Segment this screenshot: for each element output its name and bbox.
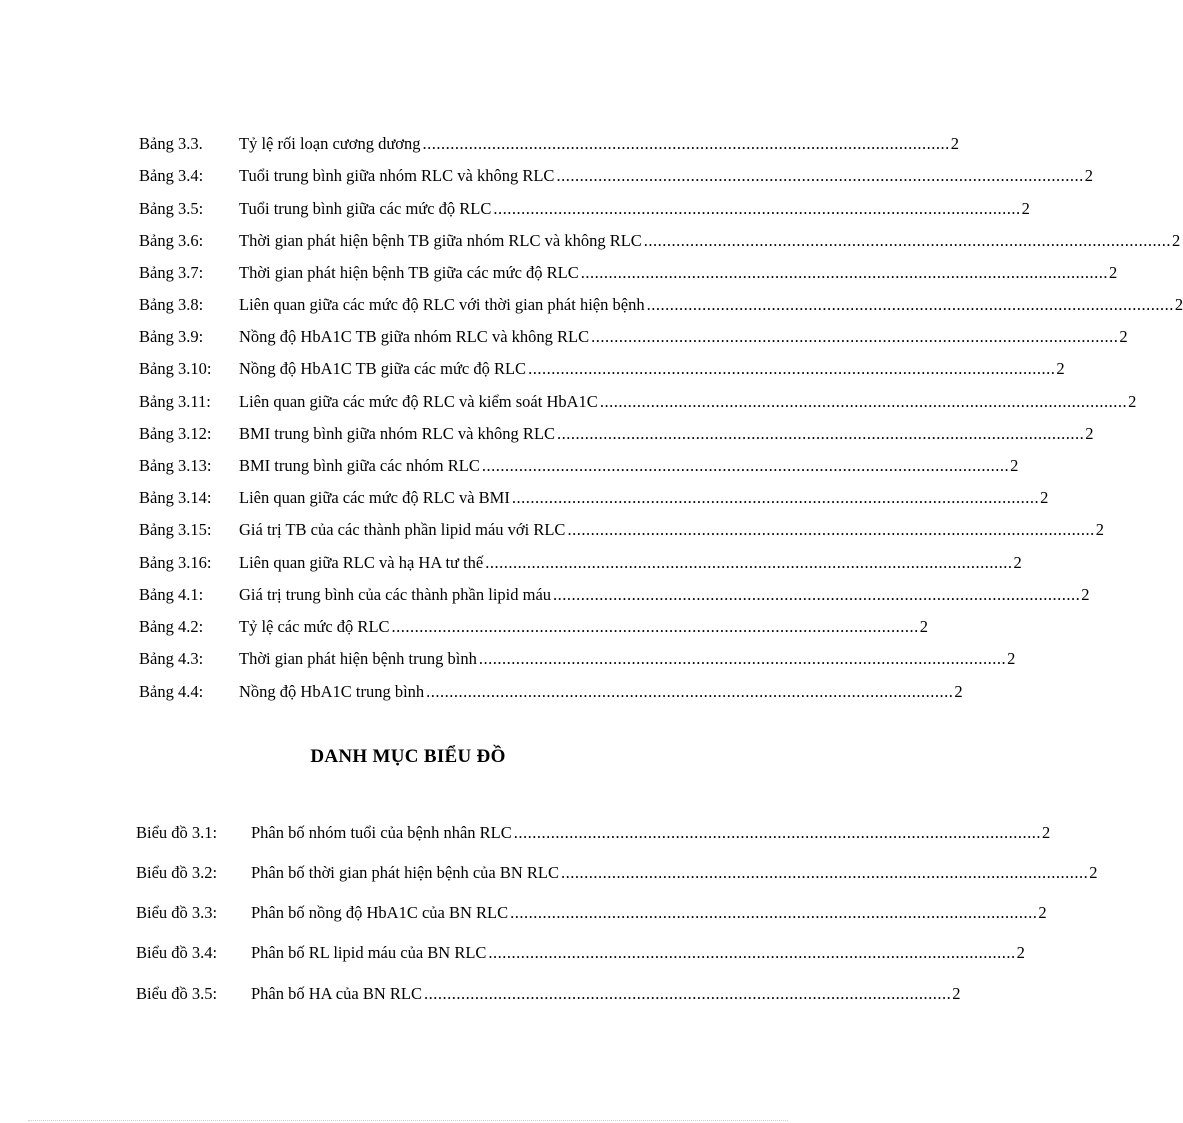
toc-entry-title: Phân bố RL lipid máu của BN RLC bbox=[251, 943, 487, 962]
toc-entry-page: 2 bbox=[1021, 199, 1030, 218]
toc-entry-title: Liên quan giữa các mức độ RLC với thời gian phát hiện bệnh bbox=[239, 295, 645, 314]
toc-entry-page: 2 bbox=[1085, 424, 1094, 443]
dot-leader: .................................................................................................................. bbox=[513, 823, 1042, 842]
toc-entry-label: Bảng 4.2: bbox=[139, 617, 204, 636]
toc-entry-title: Nồng độ HbA1C TB giữa các mức độ RLC bbox=[239, 359, 527, 378]
toc-entry[interactable] bbox=[136, 862, 1098, 884]
toc-entry-page: 2 bbox=[1040, 488, 1049, 507]
toc-entry-label: Bảng 3.11: bbox=[139, 392, 211, 411]
page-edge-divider bbox=[28, 1120, 788, 1121]
toc-entry-page: 2 bbox=[1172, 231, 1181, 250]
dot-leader: .................................................................................................................. bbox=[560, 863, 1089, 882]
dot-leader: .................................................................................................................. bbox=[426, 682, 954, 701]
dot-leader: .................................................................................................................. bbox=[528, 359, 1056, 378]
toc-entry-page: 2 bbox=[1016, 943, 1025, 962]
toc-entry[interactable] bbox=[136, 942, 1025, 964]
toc-entry-title: Nồng độ HbA1C TB giữa nhóm RLC và không RLC bbox=[239, 327, 590, 346]
toc-entry-page: 2 bbox=[1084, 166, 1093, 185]
toc-entry[interactable] bbox=[139, 294, 1183, 316]
toc-entry[interactable] bbox=[139, 326, 1128, 348]
toc-entry-label: Bảng 3.15: bbox=[139, 520, 212, 539]
toc-entry-page: 2 bbox=[1119, 327, 1128, 346]
toc-entry-page: 2 bbox=[1038, 903, 1047, 922]
toc-entry-title: BMI trung bình giữa các nhóm RLC bbox=[239, 456, 480, 475]
toc-entry-label: Bảng 3.16: bbox=[139, 553, 212, 572]
toc-entry-page: 2 bbox=[1174, 295, 1183, 314]
toc-entry-page: 2 bbox=[919, 617, 929, 636]
dot-leader: .................................................................................................................. bbox=[643, 231, 1172, 250]
dot-leader: .................................................................................................................. bbox=[511, 488, 1040, 507]
toc-entry[interactable] bbox=[139, 584, 1090, 606]
toc-entry-title: Phân bố nồng độ HbA1C của BN RLC bbox=[251, 903, 509, 922]
toc-entry-label: Biểu đồ 3.2: bbox=[136, 863, 218, 882]
toc-entry-page: 2 bbox=[1108, 263, 1118, 282]
toc-entry[interactable] bbox=[139, 455, 1019, 477]
toc-entry[interactable] bbox=[139, 616, 929, 638]
toc-entry-label: Biểu đồ 3.5: bbox=[136, 984, 218, 1003]
toc-entry-title: Phân bố thời gian phát hiện bệnh của BN RLC bbox=[251, 863, 559, 882]
toc-entry-page: 2 bbox=[1128, 392, 1137, 411]
toc-entry-title: Nồng độ HbA1C trung bình bbox=[239, 682, 425, 701]
dot-leader: .................................................................................................................. bbox=[423, 984, 952, 1003]
toc-entry-label: Bảng 3.10: bbox=[139, 359, 212, 378]
dot-leader: .................................................................................................................. bbox=[510, 903, 1038, 922]
dot-leader: .................................................................................................................. bbox=[567, 520, 1095, 539]
toc-entry[interactable] bbox=[139, 552, 1022, 574]
toc-entry[interactable] bbox=[139, 519, 1104, 541]
toc-entry-page: 2 bbox=[952, 984, 961, 1003]
toc-entry-title: BMI trung bình giữa nhóm RLC và không RLC bbox=[239, 424, 556, 443]
toc-entry[interactable] bbox=[136, 902, 1047, 924]
toc-entry[interactable] bbox=[139, 198, 1030, 220]
toc-entry-page: 2 bbox=[1042, 823, 1051, 842]
charts-list-heading: DANH MỤC BIỂU ĐỒ bbox=[310, 746, 506, 767]
toc-entry-label: Bảng 3.4: bbox=[139, 166, 204, 185]
toc-entry[interactable] bbox=[139, 648, 1016, 670]
toc-entry-title: Phân bố nhóm tuổi của bệnh nhân RLC bbox=[251, 823, 512, 842]
toc-entry-title: Phân bố HA của BN RLC bbox=[251, 984, 422, 1003]
toc-entry[interactable] bbox=[136, 822, 1051, 844]
toc-entry-title: Liên quan giữa các mức độ RLC và kiểm soát HbA1C bbox=[239, 392, 598, 411]
toc-entry[interactable] bbox=[139, 230, 1181, 252]
toc-entry-page: 2 bbox=[950, 134, 960, 153]
dot-leader: .................................................................................................................. bbox=[478, 649, 1007, 668]
dot-leader: .................................................................................................................. bbox=[485, 553, 1013, 572]
dot-leader: .................................................................................................................. bbox=[646, 295, 1174, 314]
toc-entry-label: Bảng 3.6: bbox=[139, 231, 204, 250]
toc-entry-label: Bảng 3.5: bbox=[139, 199, 204, 218]
toc-entry-label: Bảng 4.3: bbox=[139, 649, 204, 668]
dot-leader: .................................................................................................................. bbox=[599, 392, 1128, 411]
dot-leader: .................................................................................................................. bbox=[556, 166, 1084, 185]
toc-entry-title: Tuổi trung bình giữa các mức độ RLC bbox=[239, 199, 492, 218]
dot-leader: .................................................................................................................. bbox=[493, 199, 1021, 218]
toc-entry-title: Tuổi trung bình giữa nhóm RLC và không RLC bbox=[239, 166, 555, 185]
toc-entry-title: Thời gian phát hiện bệnh TB giữa các mức độ RLC bbox=[239, 263, 579, 282]
toc-entry-label: Bảng 3.14: bbox=[139, 488, 212, 507]
toc-entry-label: Bảng 4.1: bbox=[139, 585, 204, 604]
dot-leader: .................................................................................................................. bbox=[422, 134, 950, 153]
toc-entry[interactable] bbox=[139, 487, 1049, 509]
toc-entry-title: Liên quan giữa các mức độ RLC và BMI bbox=[239, 488, 510, 507]
dot-leader: .................................................................................................................. bbox=[557, 424, 1085, 443]
toc-entry-page: 2 bbox=[1095, 520, 1104, 539]
toc-entry[interactable] bbox=[139, 423, 1094, 445]
toc-entry-title: Thời gian phát hiện bệnh TB giữa nhóm RLC và không RLC bbox=[239, 231, 642, 250]
toc-entry[interactable] bbox=[139, 391, 1137, 413]
toc-entry-title: Giá trị trung bình của các thành phần lipid máu bbox=[239, 585, 552, 604]
toc-entry-page: 2 bbox=[1089, 863, 1098, 882]
toc-entry-label: Bảng 3.12: bbox=[139, 424, 212, 443]
toc-entry-page: 2 bbox=[954, 682, 963, 701]
toc-entry-page: 2 bbox=[1081, 585, 1090, 604]
dot-leader: .................................................................................................................. bbox=[481, 456, 1010, 475]
toc-entry-label: Bảng 3.8: bbox=[139, 295, 204, 314]
toc-entry[interactable] bbox=[139, 681, 963, 703]
toc-entry-label: Biểu đồ 3.1: bbox=[136, 823, 218, 842]
toc-entry-page: 2 bbox=[1007, 649, 1016, 668]
toc-entry-label: Biểu đồ 3.3: bbox=[136, 903, 218, 922]
toc-entry-title: Liên quan giữa RLC và hạ HA tư thế bbox=[239, 553, 484, 572]
toc-entry-label: Bảng 4.4: bbox=[139, 682, 204, 701]
dot-leader: .................................................................................................................. bbox=[553, 585, 1081, 604]
toc-entry-title: Tỷ lệ các mức độ RLC bbox=[239, 617, 390, 636]
dot-leader: .................................................................................................................. bbox=[488, 943, 1016, 962]
toc-entry-title: Giá trị TB của các thành phần lipid máu với RLC bbox=[239, 520, 566, 539]
toc-entry[interactable] bbox=[139, 262, 1118, 284]
toc-entry-label: Bảng 3.7: bbox=[139, 263, 204, 282]
toc-entry[interactable] bbox=[139, 165, 1093, 187]
toc-entry-label: Biểu đồ 3.4: bbox=[136, 943, 218, 962]
toc-entry-page: 2 bbox=[1013, 553, 1022, 572]
toc-entry-page: 2 bbox=[1010, 456, 1019, 475]
dot-leader: .................................................................................................................. bbox=[580, 263, 1108, 282]
dot-leader: .................................................................................................................. bbox=[591, 327, 1119, 346]
toc-entry-label: Bảng 3.13: bbox=[139, 456, 212, 475]
toc-entry-label: Bảng 3.3. bbox=[139, 134, 203, 153]
toc-entry[interactable] bbox=[136, 983, 961, 1005]
dot-leader: .................................................................................................................. bbox=[391, 617, 919, 636]
toc-entry-page: 2 bbox=[1056, 359, 1065, 378]
toc-entry[interactable] bbox=[139, 133, 960, 155]
toc-entry-label: Bảng 3.9: bbox=[139, 327, 204, 346]
toc-entry[interactable] bbox=[139, 358, 1065, 380]
toc-entry-title: Thời gian phát hiện bệnh trung bình bbox=[239, 649, 477, 668]
toc-entry-title: Tỷ lệ rối loạn cương dương bbox=[239, 134, 421, 153]
